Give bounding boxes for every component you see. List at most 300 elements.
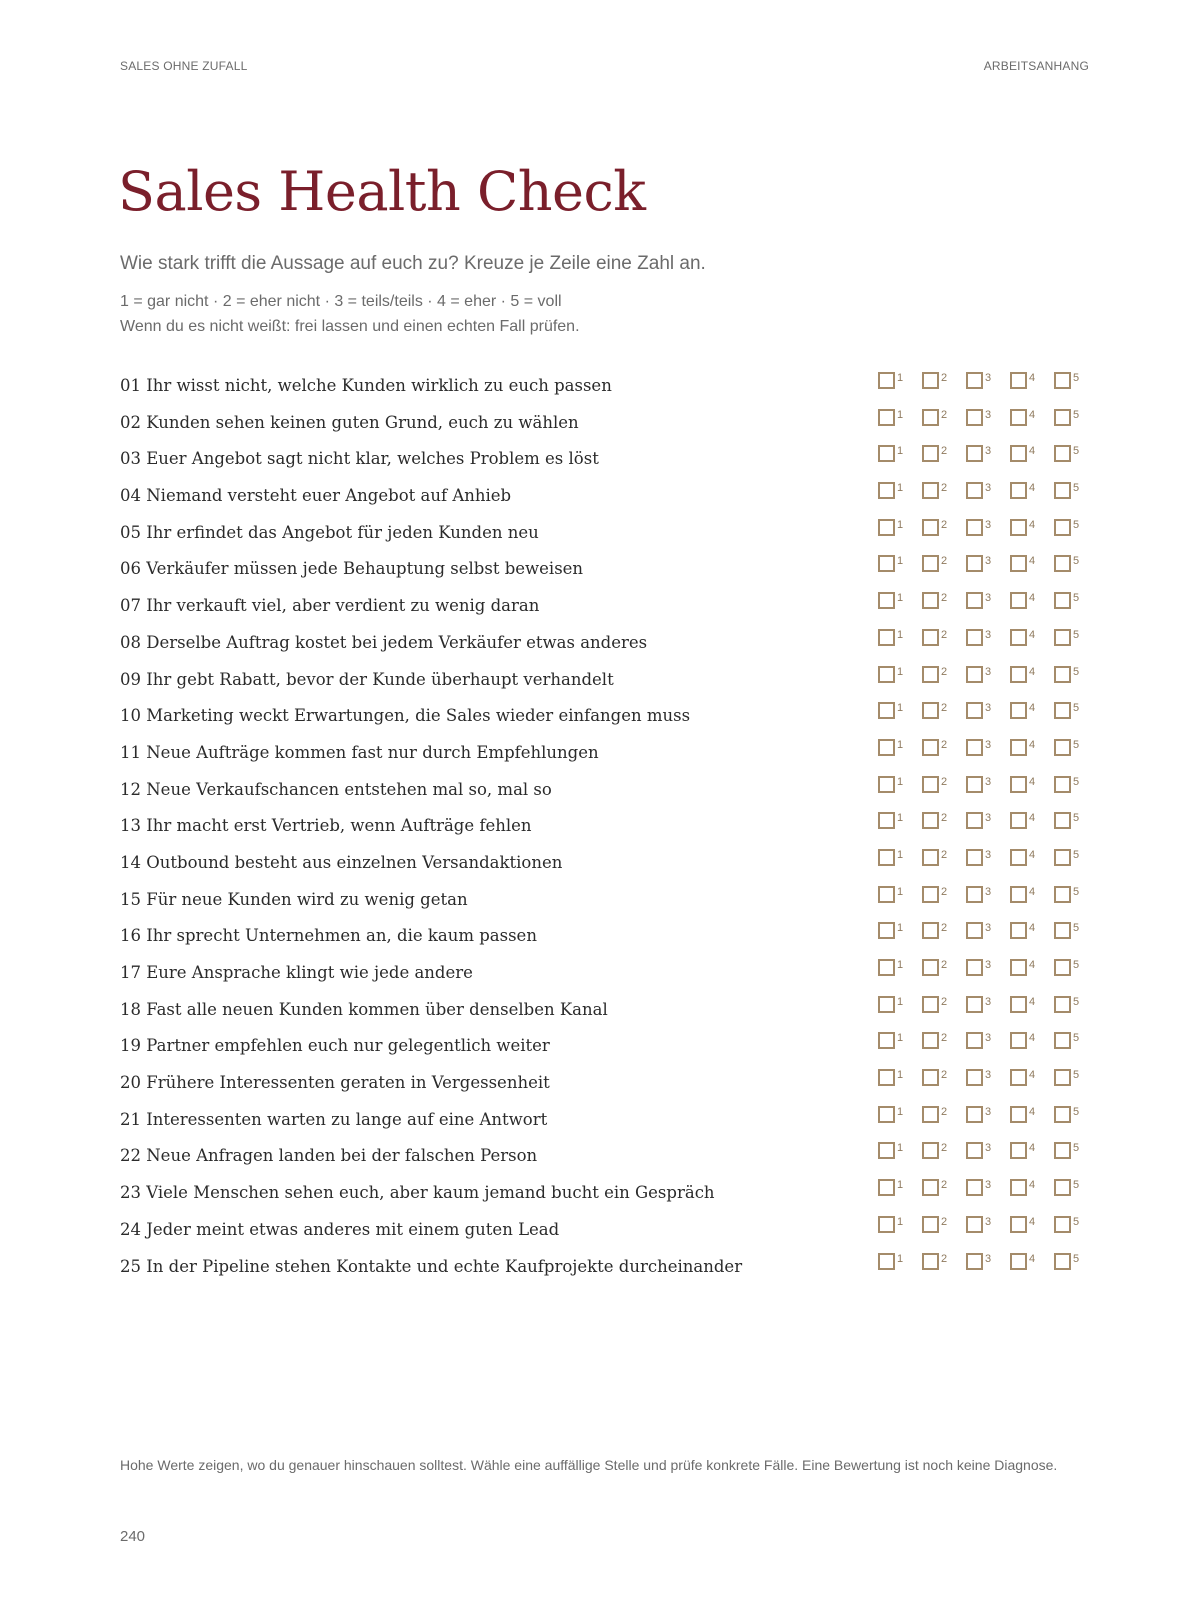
question-text: 20 Frühere Interessenten geraten in Vergessenheit: [120, 1073, 550, 1093]
rating-option-3[interactable]: [966, 629, 1010, 646]
rating-option-label: 4: [1029, 922, 1036, 935]
rating-option-4[interactable]: [1010, 592, 1054, 609]
rating-option-5[interactable]: [1054, 592, 1098, 609]
checkbox-icon[interactable]: [878, 1216, 895, 1233]
checkbox-icon[interactable]: [966, 1069, 983, 1086]
rating-option-label: 1: [897, 372, 904, 384]
checkbox-icon[interactable]: [1010, 519, 1027, 536]
rating-option-5[interactable]: [1054, 1253, 1098, 1270]
rating-option-3[interactable]: [966, 776, 1010, 793]
rating-option-1[interactable]: [878, 1216, 922, 1233]
rating-option-1[interactable]: [878, 702, 922, 719]
checkbox-icon[interactable]: [922, 555, 939, 572]
checkbox-icon[interactable]: [966, 372, 983, 389]
hint-text: Wenn du es nicht weißt: frei lassen und einen echten Fall prüfen.: [120, 318, 580, 335]
rating-option-1[interactable]: [878, 592, 922, 609]
question-row: [120, 922, 1092, 963]
rating-option-3[interactable]: [966, 1142, 1010, 1159]
rating-option-1[interactable]: [878, 1142, 922, 1159]
rating-option-5[interactable]: [1054, 1106, 1098, 1123]
rating-option-label: 5: [1073, 1069, 1080, 1082]
checkbox-icon[interactable]: [922, 482, 939, 499]
checkbox-icon[interactable]: [966, 482, 983, 499]
rating-option-2[interactable]: [922, 1069, 966, 1086]
checkbox-icon[interactable]: [966, 1216, 983, 1233]
question-text: 04 Niemand versteht euer Angebot auf Anhieb: [120, 486, 512, 506]
rating-option-5[interactable]: [1054, 372, 1098, 389]
rating-option-5[interactable]: [1054, 1032, 1098, 1049]
rating-option-label: 4: [1029, 959, 1036, 971]
checkbox-icon[interactable]: [966, 1106, 983, 1123]
question-row: [120, 1252, 1092, 1294]
checkbox-icon[interactable]: [878, 1253, 895, 1270]
rating-option-2[interactable]: [922, 996, 966, 1013]
checkbox-icon[interactable]: [966, 849, 983, 866]
rating-option-2[interactable]: [922, 702, 966, 719]
checkbox-icon[interactable]: [1010, 1069, 1027, 1086]
rating-option-2[interactable]: [922, 739, 966, 756]
checkbox-icon[interactable]: [878, 702, 895, 719]
question-text: 05 Ihr erfindet das Angebot für jeden Kunden neu: [120, 522, 539, 542]
checkbox-icon[interactable]: [1010, 372, 1027, 389]
rating-option-label: 1: [897, 445, 904, 458]
rating-options: [878, 922, 1098, 939]
rating-option-1[interactable]: [878, 519, 922, 536]
checkbox-icon[interactable]: [922, 776, 939, 793]
rating-option-4[interactable]: [1010, 445, 1054, 462]
rating-option-1[interactable]: [878, 1106, 922, 1123]
rating-option-3[interactable]: [966, 702, 1010, 719]
rating-option-4[interactable]: [1010, 1216, 1054, 1233]
rating-option-4[interactable]: [1010, 812, 1054, 829]
rating-option-1[interactable]: [878, 666, 922, 683]
rating-option-4[interactable]: [1010, 922, 1054, 939]
checkbox-icon[interactable]: [922, 1032, 939, 1049]
rating-option-2[interactable]: [922, 482, 966, 499]
rating-option-1[interactable]: [878, 555, 922, 572]
checkbox-icon[interactable]: [922, 702, 939, 719]
checkbox-icon[interactable]: [966, 555, 983, 572]
rating-options: [878, 1216, 1098, 1233]
rating-option-3[interactable]: [966, 409, 1010, 426]
rating-option-4[interactable]: [1010, 1069, 1054, 1086]
checkbox-icon[interactable]: [1054, 1253, 1071, 1270]
checkbox-icon[interactable]: [1010, 996, 1027, 1013]
checkbox-icon[interactable]: [1054, 1142, 1071, 1159]
checkbox-icon[interactable]: [1054, 1179, 1071, 1196]
question-text: 21 Interessenten warten zu lange auf eine Antwort: [120, 1109, 548, 1129]
rating-option-2[interactable]: [922, 666, 966, 683]
question-row: [120, 1215, 1092, 1257]
rating-option-label: 5: [1073, 1252, 1080, 1265]
rating-option-label: 2: [941, 1252, 948, 1265]
rating-option-4[interactable]: [1010, 1179, 1054, 1196]
rating-option-4[interactable]: [1010, 1032, 1054, 1049]
rating-option-1[interactable]: [878, 1253, 922, 1270]
rating-option-5[interactable]: [1054, 776, 1098, 793]
checkbox-icon[interactable]: [1054, 959, 1071, 976]
rating-option-2[interactable]: [922, 1216, 966, 1233]
rating-option-1[interactable]: [878, 629, 922, 646]
rating-option-5[interactable]: [1054, 959, 1098, 976]
checkbox-icon[interactable]: [1010, 482, 1027, 499]
rating-option-2[interactable]: [922, 555, 966, 572]
rating-option-5[interactable]: [1054, 702, 1098, 719]
question-text: 09 Ihr gebt Rabatt, bevor der Kunde überhaupt verhandelt: [120, 669, 614, 689]
rating-option-2[interactable]: [922, 849, 966, 866]
checkbox-icon[interactable]: [1010, 555, 1027, 572]
checkbox-icon[interactable]: [1054, 776, 1071, 793]
rating-option-2[interactable]: [922, 445, 966, 462]
rating-option-label: 3: [985, 1105, 992, 1118]
rating-option-4[interactable]: [1010, 996, 1054, 1013]
checkbox-icon[interactable]: [966, 886, 983, 903]
rating-option-4[interactable]: [1010, 1106, 1054, 1123]
checkbox-icon[interactable]: [1054, 702, 1071, 719]
checkbox-icon[interactable]: [922, 959, 939, 976]
rating-option-label: 2: [941, 372, 948, 384]
rating-option-3[interactable]: [966, 666, 1010, 683]
rating-option-label: 5: [1073, 775, 1080, 788]
rating-option-1[interactable]: [878, 959, 922, 976]
rating-option-1[interactable]: [878, 886, 922, 903]
rating-option-4[interactable]: [1010, 629, 1054, 646]
rating-option-4[interactable]: [1010, 482, 1054, 499]
rating-option-5[interactable]: [1054, 629, 1098, 646]
rating-option-5[interactable]: [1054, 555, 1098, 572]
rating-option-3[interactable]: [966, 812, 1010, 829]
running-head-book-title: SALES OHNE ZUFALL: [120, 59, 248, 73]
rating-option-4[interactable]: [1010, 409, 1054, 426]
rating-option-2[interactable]: [922, 959, 966, 976]
rating-option-label: 2: [941, 592, 948, 605]
checkbox-icon[interactable]: [878, 1142, 895, 1159]
checkbox-icon[interactable]: [966, 739, 983, 756]
rating-option-5[interactable]: [1054, 996, 1098, 1013]
checkbox-icon[interactable]: [1010, 1253, 1027, 1270]
question-text: 12 Neue Verkaufschancen entstehen mal so, mal so: [120, 779, 552, 799]
rating-option-2[interactable]: [922, 372, 966, 389]
checkbox-icon[interactable]: [1010, 666, 1027, 683]
question-text: 17 Eure Ansprache klingt wie jede andere: [120, 963, 473, 982]
checkbox-icon[interactable]: [966, 922, 983, 939]
checkbox-icon[interactable]: [966, 1032, 983, 1049]
checkbox-icon[interactable]: [1010, 1216, 1027, 1233]
rating-option-4[interactable]: [1010, 666, 1054, 683]
rating-option-5[interactable]: [1054, 409, 1098, 426]
question-text: 01 Ihr wisst nicht, welche Kunden wirklich zu euch passen: [120, 376, 612, 395]
rating-option-3[interactable]: [966, 849, 1010, 866]
checkbox-icon[interactable]: [1054, 886, 1071, 903]
rating-option-5[interactable]: [1054, 666, 1098, 683]
rating-option-4[interactable]: [1010, 372, 1054, 389]
rating-option-1[interactable]: [878, 482, 922, 499]
rating-option-4[interactable]: [1010, 776, 1054, 793]
checkbox-icon[interactable]: [966, 996, 983, 1013]
rating-option-3[interactable]: [966, 959, 1010, 976]
checkbox-icon[interactable]: [922, 849, 939, 866]
rating-option-1[interactable]: [878, 409, 922, 426]
rating-option-label: 2: [941, 885, 948, 898]
checkbox-icon[interactable]: [878, 849, 895, 866]
checkbox-icon[interactable]: [1054, 1032, 1071, 1049]
checkbox-icon[interactable]: [1054, 1069, 1071, 1086]
rating-option-5[interactable]: [1054, 482, 1098, 499]
rating-option-label: 2: [941, 1105, 948, 1118]
checkbox-icon[interactable]: [966, 1253, 983, 1270]
checkbox-icon[interactable]: [1010, 1032, 1027, 1049]
checkbox-icon[interactable]: [922, 409, 939, 426]
rating-option-1[interactable]: [878, 1032, 922, 1049]
question-row: [120, 995, 1092, 1037]
checkbox-icon[interactable]: [922, 739, 939, 756]
rating-option-2[interactable]: [922, 1142, 966, 1159]
rating-option-label: 5: [1073, 812, 1080, 825]
rating-option-2[interactable]: [922, 776, 966, 793]
rating-option-5[interactable]: [1054, 1069, 1098, 1086]
rating-option-1[interactable]: [878, 1069, 922, 1086]
checkbox-icon[interactable]: [878, 555, 895, 572]
checkbox-icon[interactable]: [1010, 959, 1027, 976]
checkbox-icon[interactable]: [966, 445, 983, 462]
checkbox-icon[interactable]: [922, 996, 939, 1013]
checkbox-icon[interactable]: [922, 666, 939, 683]
rating-option-4[interactable]: [1010, 959, 1054, 976]
checkbox-icon[interactable]: [922, 1216, 939, 1233]
rating-option-3[interactable]: [966, 372, 1010, 389]
rating-option-2[interactable]: [922, 886, 966, 903]
checkbox-icon[interactable]: [1054, 519, 1071, 536]
checkbox-icon[interactable]: [878, 482, 895, 499]
rating-option-2[interactable]: [922, 519, 966, 536]
rating-option-label: 1: [897, 922, 904, 935]
question-text: 19 Partner empfehlen euch nur gelegentlich weiter: [120, 1036, 550, 1056]
checkbox-icon[interactable]: [1010, 629, 1027, 646]
checkbox-icon[interactable]: [1010, 776, 1027, 793]
rating-option-label: 3: [985, 408, 992, 421]
rating-option-label: 2: [941, 1069, 948, 1082]
rating-options: [878, 1106, 1098, 1123]
rating-option-3[interactable]: [966, 1179, 1010, 1196]
checkbox-icon[interactable]: [1010, 702, 1027, 719]
checkbox-icon[interactable]: [1054, 629, 1071, 646]
checkbox-icon[interactable]: [1010, 922, 1027, 939]
checkbox-icon[interactable]: [966, 1142, 983, 1159]
rating-option-label: 1: [897, 555, 904, 568]
checkbox-icon[interactable]: [922, 592, 939, 609]
rating-option-5[interactable]: [1054, 519, 1098, 536]
rating-option-5[interactable]: [1054, 886, 1098, 903]
checkbox-icon[interactable]: [922, 812, 939, 829]
rating-option-4[interactable]: [1010, 555, 1054, 572]
checkbox-icon[interactable]: [1054, 409, 1071, 426]
checkbox-icon[interactable]: [1010, 445, 1027, 462]
checkbox-icon[interactable]: [878, 996, 895, 1013]
rating-option-label: 4: [1029, 1252, 1036, 1265]
rating-option-3[interactable]: [966, 739, 1010, 756]
rating-option-5[interactable]: [1054, 1216, 1098, 1233]
rating-option-2[interactable]: [922, 629, 966, 646]
checkbox-icon[interactable]: [878, 959, 895, 976]
checkbox-icon[interactable]: [1054, 666, 1071, 683]
checkbox-icon[interactable]: [922, 519, 939, 536]
checkbox-icon[interactable]: [878, 812, 895, 829]
rating-option-4[interactable]: [1010, 849, 1054, 866]
rating-option-label: 5: [1073, 482, 1080, 495]
rating-option-1[interactable]: [878, 372, 922, 389]
checkbox-icon[interactable]: [878, 409, 895, 426]
question-row: [120, 885, 1092, 927]
rating-option-4[interactable]: [1010, 739, 1054, 756]
checkbox-icon[interactable]: [1010, 592, 1027, 609]
rating-option-4[interactable]: [1010, 1142, 1054, 1159]
checkbox-icon[interactable]: [922, 372, 939, 389]
rating-option-label: 1: [897, 1105, 904, 1118]
rating-option-3[interactable]: [966, 922, 1010, 939]
rating-option-1[interactable]: [878, 1179, 922, 1196]
rating-option-label: 3: [985, 702, 992, 715]
rating-option-1[interactable]: [878, 849, 922, 866]
rating-option-3[interactable]: [966, 592, 1010, 609]
checkbox-icon[interactable]: [922, 445, 939, 462]
checkbox-icon[interactable]: [966, 702, 983, 719]
checkbox-icon[interactable]: [966, 959, 983, 976]
rating-option-2[interactable]: [922, 1106, 966, 1123]
checkbox-icon[interactable]: [966, 629, 983, 646]
rating-option-label: 2: [941, 555, 948, 568]
checkbox-icon[interactable]: [1054, 555, 1071, 572]
rating-option-1[interactable]: [878, 445, 922, 462]
checkbox-icon[interactable]: [1010, 886, 1027, 903]
rating-option-3[interactable]: [966, 886, 1010, 903]
checkbox-icon[interactable]: [878, 922, 895, 939]
checkbox-icon[interactable]: [1010, 1179, 1027, 1196]
checkbox-icon[interactable]: [922, 629, 939, 646]
rating-option-5[interactable]: [1054, 849, 1098, 866]
checkbox-icon[interactable]: [1010, 812, 1027, 829]
rating-option-3[interactable]: [966, 482, 1010, 499]
rating-option-label: 3: [985, 592, 992, 605]
rating-option-3[interactable]: [966, 1253, 1010, 1270]
rating-option-3[interactable]: [966, 1106, 1010, 1123]
checkbox-icon[interactable]: [878, 629, 895, 646]
checkbox-icon[interactable]: [878, 592, 895, 609]
checkbox-icon[interactable]: [1054, 1216, 1071, 1233]
checkbox-icon[interactable]: [1054, 482, 1071, 499]
question-text: 25 In der Pipeline stehen Kontakte und echte Kaufprojekte durcheinander: [120, 1256, 743, 1276]
rating-option-2[interactable]: [922, 1032, 966, 1049]
checkbox-icon[interactable]: [878, 739, 895, 756]
checkbox-icon[interactable]: [966, 776, 983, 793]
checkbox-icon[interactable]: [922, 1069, 939, 1086]
checkbox-icon[interactable]: [878, 445, 895, 462]
rating-option-2[interactable]: [922, 592, 966, 609]
rating-option-3[interactable]: [966, 1069, 1010, 1086]
rating-option-4[interactable]: [1010, 1253, 1054, 1270]
question-text: 02 Kunden sehen keinen guten Grund, euch zu wählen: [120, 412, 579, 432]
rating-option-5[interactable]: [1054, 1179, 1098, 1196]
rating-option-3[interactable]: [966, 1216, 1010, 1233]
checkbox-icon[interactable]: [1054, 445, 1071, 462]
checkbox-icon[interactable]: [1010, 1142, 1027, 1159]
checkbox-icon[interactable]: [878, 1032, 895, 1049]
checkbox-icon[interactable]: [1010, 409, 1027, 426]
checkbox-icon[interactable]: [878, 1106, 895, 1123]
rating-option-3[interactable]: [966, 996, 1010, 1013]
checkbox-icon[interactable]: [966, 1179, 983, 1196]
checkbox-icon[interactable]: [1054, 812, 1071, 829]
checkbox-icon[interactable]: [922, 1179, 939, 1196]
rating-option-label: 4: [1029, 1179, 1036, 1192]
rating-option-4[interactable]: [1010, 886, 1054, 903]
rating-option-3[interactable]: [966, 555, 1010, 572]
rating-option-1[interactable]: [878, 922, 922, 939]
rating-option-4[interactable]: [1010, 519, 1054, 536]
rating-option-label: 3: [985, 555, 992, 568]
rating-option-5[interactable]: [1054, 445, 1098, 462]
checkbox-icon[interactable]: [966, 592, 983, 609]
rating-option-2[interactable]: [922, 812, 966, 829]
checkbox-icon[interactable]: [1054, 849, 1071, 866]
checkbox-icon[interactable]: [1054, 592, 1071, 609]
checkbox-icon[interactable]: [878, 519, 895, 536]
checkbox-icon[interactable]: [966, 666, 983, 683]
rating-option-label: 1: [897, 1069, 904, 1082]
checkbox-icon[interactable]: [922, 1106, 939, 1123]
rating-option-2[interactable]: [922, 1179, 966, 1196]
rating-option-5[interactable]: [1054, 922, 1098, 939]
checkbox-icon[interactable]: [1010, 1106, 1027, 1123]
checkbox-icon[interactable]: [1054, 739, 1071, 756]
checkbox-icon[interactable]: [1010, 849, 1027, 866]
checkbox-icon[interactable]: [966, 409, 983, 426]
checkbox-icon[interactable]: [1054, 922, 1071, 939]
rating-options: [878, 959, 1098, 976]
rating-option-5[interactable]: [1054, 812, 1098, 829]
checkbox-icon[interactable]: [1054, 372, 1071, 389]
rating-option-4[interactable]: [1010, 702, 1054, 719]
checkbox-icon[interactable]: [878, 1069, 895, 1086]
rating-option-2[interactable]: [922, 1253, 966, 1270]
checkbox-icon[interactable]: [922, 922, 939, 939]
checkbox-icon[interactable]: [922, 1142, 939, 1159]
checkbox-icon[interactable]: [1010, 739, 1027, 756]
rating-option-2[interactable]: [922, 922, 966, 939]
rating-option-label: 3: [985, 1069, 992, 1082]
rating-option-2[interactable]: [922, 409, 966, 426]
rating-option-1[interactable]: [878, 739, 922, 756]
checkbox-icon[interactable]: [878, 372, 895, 389]
checkbox-icon[interactable]: [878, 776, 895, 793]
rating-option-3[interactable]: [966, 519, 1010, 536]
rating-option-1[interactable]: [878, 996, 922, 1013]
checkbox-icon[interactable]: [922, 1253, 939, 1270]
checkbox-icon[interactable]: [1054, 996, 1071, 1013]
rating-option-5[interactable]: [1054, 739, 1098, 756]
checkbox-icon[interactable]: [922, 886, 939, 903]
checkbox-icon[interactable]: [878, 886, 895, 903]
rating-option-1[interactable]: [878, 812, 922, 829]
checkbox-icon[interactable]: [1054, 1106, 1071, 1123]
checkbox-icon[interactable]: [878, 666, 895, 683]
rating-option-1[interactable]: [878, 776, 922, 793]
checkbox-icon[interactable]: [878, 1179, 895, 1196]
checkbox-icon[interactable]: [966, 812, 983, 829]
rating-option-3[interactable]: [966, 1032, 1010, 1049]
rating-option-5[interactable]: [1054, 1142, 1098, 1159]
checkbox-icon[interactable]: [966, 519, 983, 536]
rating-option-3[interactable]: [966, 445, 1010, 462]
